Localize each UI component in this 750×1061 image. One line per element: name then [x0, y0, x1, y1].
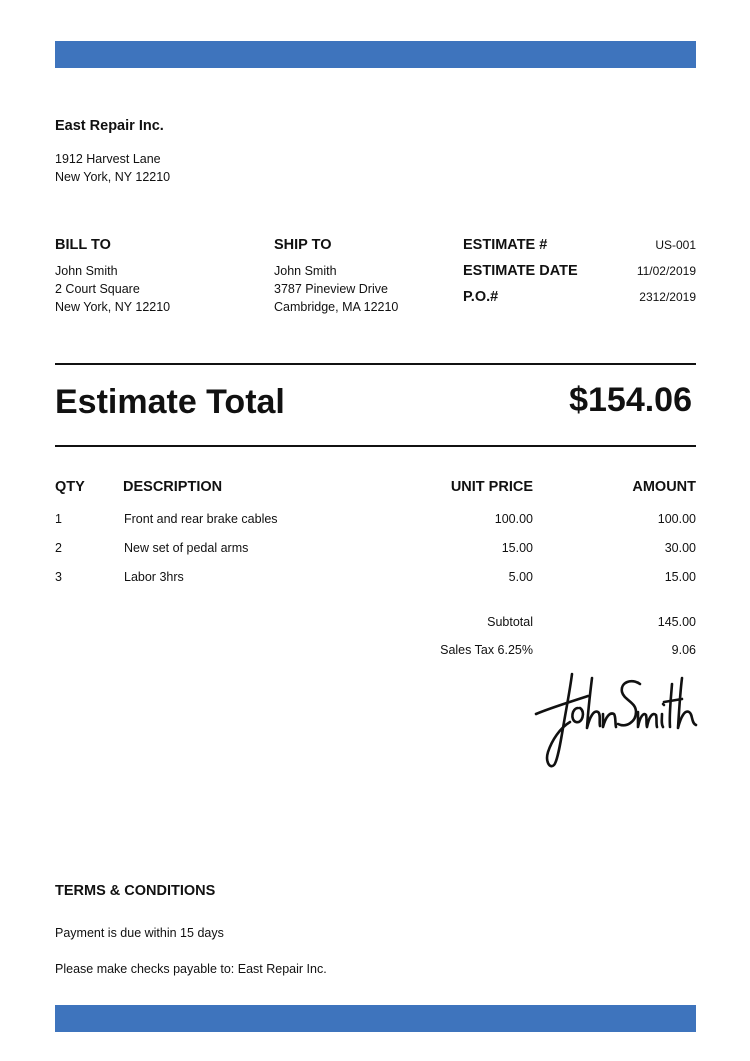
po-number-label: P.O.#: [463, 289, 499, 305]
qty-header: QTY: [55, 479, 85, 495]
row-unit-price: 5.00: [508, 570, 533, 584]
ship-to-title: SHIP TO: [274, 237, 332, 253]
terms-title: TERMS & CONDITIONS: [55, 883, 216, 899]
bill-to-address: [55, 262, 170, 316]
company-address-line: 1912 Harvest Lane: [55, 152, 161, 166]
subtotal-value: 145.00: [657, 615, 696, 629]
amount-header: AMOUNT: [632, 479, 696, 495]
row-amount: 30.00: [664, 541, 696, 555]
ship-to-address: [274, 262, 398, 316]
bill-to-line: 2 Court Square: [55, 282, 140, 296]
po-number-value: 2312/2019: [639, 290, 696, 304]
subtotal-label: Subtotal: [487, 615, 533, 629]
estimate-date-label: ESTIMATE DATE: [463, 263, 578, 279]
row-description: Front and rear brake cables: [124, 512, 278, 526]
signature-image: [530, 668, 700, 773]
sales-tax-value: 9.06: [671, 643, 696, 657]
divider-bottom: [55, 445, 696, 447]
estimate-total-value: $154.06: [569, 381, 692, 419]
row-qty: 2: [55, 541, 62, 555]
company-address: [55, 150, 170, 186]
row-qty: 3: [55, 570, 62, 584]
ship-to-line: 3787 Pineview Drive: [274, 282, 388, 296]
row-amount: 15.00: [664, 570, 696, 584]
estimate-number-value: US-001: [655, 238, 696, 252]
row-description: Labor 3hrs: [124, 570, 184, 584]
row-unit-price: 100.00: [494, 512, 533, 526]
estimate-date-row: [463, 263, 696, 279]
bill-to-title: BILL TO: [55, 237, 111, 253]
row-unit-price: 15.00: [501, 541, 533, 555]
terms-line: Payment is due within 15 days: [55, 926, 224, 940]
bill-to-line: New York, NY 12210: [55, 300, 171, 314]
estimate-number-row: [463, 237, 696, 253]
unit-price-header: UNIT PRICE: [450, 479, 533, 495]
ship-to-line: Cambridge, MA 12210: [274, 300, 399, 314]
divider-top: [55, 363, 696, 365]
header-accent-bar: [55, 41, 696, 68]
company-name: East Repair Inc.: [55, 118, 164, 134]
company-address-line: New York, NY 12210: [55, 170, 171, 184]
estimate-total-label: Estimate Total: [55, 383, 285, 421]
estimate-number-label: ESTIMATE #: [463, 237, 548, 253]
row-qty: 1: [55, 512, 62, 526]
description-header: DESCRIPTION: [123, 479, 223, 495]
po-number-row: [463, 289, 696, 305]
footer-accent-bar: [55, 1005, 696, 1032]
estimate-date-value: 11/02/2019: [636, 264, 696, 278]
bill-to-line: John Smith: [55, 264, 118, 278]
terms-line: Please make checks payable to: East Repair Inc.: [55, 962, 327, 976]
row-description: New set of pedal arms: [124, 541, 249, 555]
row-amount: 100.00: [657, 512, 696, 526]
ship-to-line: John Smith: [274, 264, 337, 278]
sales-tax-label: Sales Tax 6.25%: [440, 643, 533, 657]
